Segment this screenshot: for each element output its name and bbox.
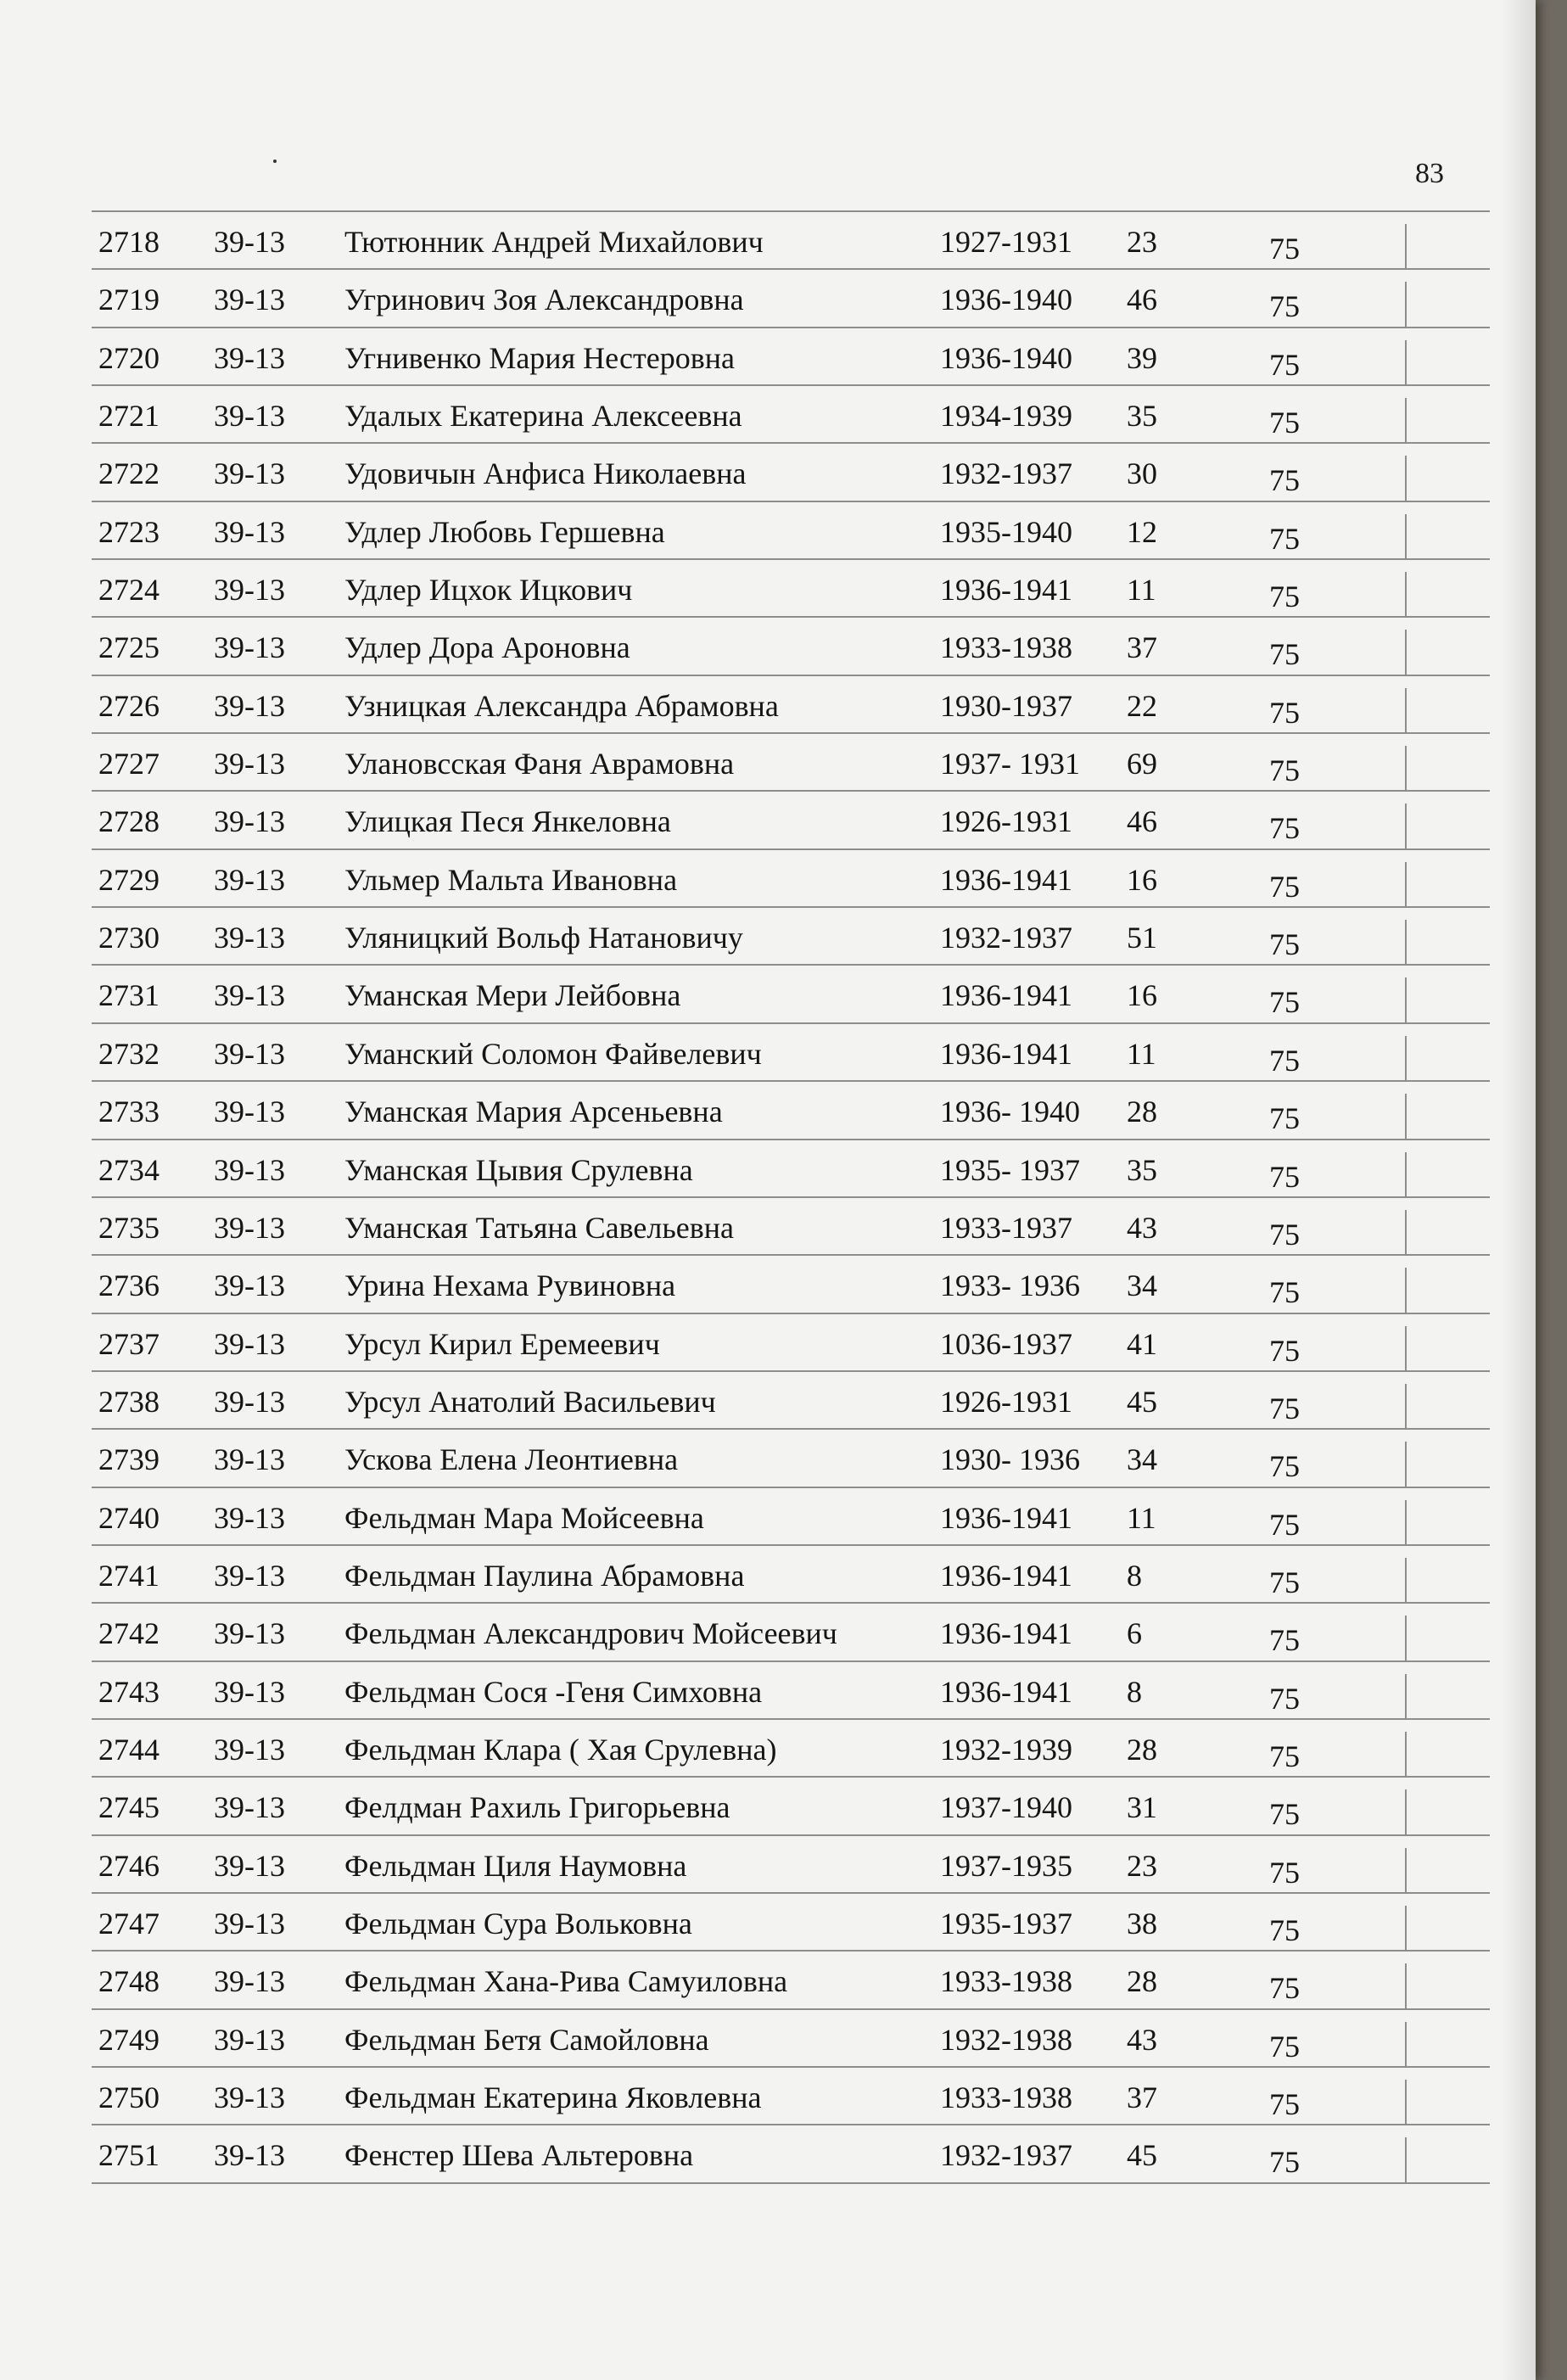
table-row bbox=[92, 732, 1490, 790]
person-name: Фельдман Клара ( Хая Срулевна) bbox=[344, 1732, 777, 1767]
fund-value: 75 bbox=[1269, 811, 1300, 846]
person-name: Улицкая Песя Янкеловна bbox=[344, 804, 671, 839]
fund-value: 75 bbox=[1269, 2029, 1300, 2064]
record-number: 2734 bbox=[98, 1152, 159, 1187]
person-name: Узницкая Александра Абрамовна bbox=[344, 688, 779, 723]
years-range: 1936- 1940 bbox=[940, 1095, 1080, 1129]
person-name: Удлер Любовь Гершевна bbox=[344, 514, 665, 549]
fund-value: 75 bbox=[1269, 1797, 1300, 1832]
age-value: 23 bbox=[1127, 1848, 1157, 1883]
person-name: Фелдман Рахиль Григорьевна bbox=[344, 1790, 730, 1825]
table-row bbox=[92, 327, 1490, 384]
fund-value: 75 bbox=[1269, 1275, 1300, 1310]
age-value: 28 bbox=[1127, 1095, 1157, 1129]
years-range: 1936-1941 bbox=[940, 1036, 1072, 1071]
age-value: 22 bbox=[1127, 688, 1157, 723]
age-value: 43 bbox=[1127, 2022, 1157, 2057]
years-range: 1934-1939 bbox=[940, 399, 1072, 434]
age-value: 16 bbox=[1127, 862, 1157, 897]
person-name: Ульмер Мальта Ивановна bbox=[344, 862, 678, 897]
table-row bbox=[92, 1834, 1490, 1892]
column-divider bbox=[1405, 977, 1407, 1022]
record-code: 39-13 bbox=[214, 340, 285, 375]
record-number: 2743 bbox=[98, 1674, 159, 1709]
years-range: 1936-1941 bbox=[940, 978, 1072, 1013]
table-row bbox=[92, 1313, 1490, 1370]
table-row bbox=[92, 2124, 1490, 2183]
record-number: 2722 bbox=[98, 456, 159, 491]
column-divider bbox=[1405, 1789, 1407, 1834]
record-number: 2747 bbox=[98, 1906, 159, 1940]
person-name: Улановсская Фаня Аврамовна bbox=[344, 747, 735, 781]
years-range: 1932-1937 bbox=[940, 456, 1072, 491]
fund-value: 75 bbox=[1269, 695, 1300, 730]
table-row bbox=[92, 1602, 1490, 1660]
record-number: 2721 bbox=[98, 399, 159, 434]
age-value: 28 bbox=[1127, 1964, 1157, 1999]
record-code: 39-13 bbox=[214, 688, 285, 723]
fund-value: 75 bbox=[1269, 985, 1300, 1020]
record-number: 2735 bbox=[98, 1210, 159, 1245]
column-divider bbox=[1405, 1906, 1407, 1950]
person-name: Уманская Цывия Срулевна bbox=[344, 1152, 693, 1187]
column-divider bbox=[1405, 920, 1407, 964]
record-code: 39-13 bbox=[214, 1906, 285, 1940]
record-code: 39-13 bbox=[214, 1384, 285, 1419]
years-range: 1932-1937 bbox=[940, 921, 1072, 955]
table-row bbox=[92, 1660, 1490, 1718]
age-value: 11 bbox=[1127, 1036, 1156, 1071]
record-code: 39-13 bbox=[214, 1674, 285, 1709]
years-range: 1936-1941 bbox=[940, 1500, 1072, 1535]
person-name: Урсул Кирил Еремеевич bbox=[344, 1326, 660, 1361]
record-code: 39-13 bbox=[214, 1152, 285, 1187]
table-row bbox=[92, 1776, 1490, 1834]
fund-value: 75 bbox=[1269, 1043, 1300, 1078]
age-value: 37 bbox=[1127, 630, 1157, 665]
record-code: 39-13 bbox=[214, 747, 285, 781]
record-code: 39-13 bbox=[214, 399, 285, 434]
age-value: 16 bbox=[1127, 978, 1157, 1013]
column-divider bbox=[1405, 572, 1407, 616]
person-name: Фельдман Мара Мойсеевна bbox=[344, 1500, 704, 1535]
column-divider bbox=[1405, 1268, 1407, 1312]
record-code: 39-13 bbox=[214, 1848, 285, 1883]
age-value: 41 bbox=[1127, 1326, 1157, 1361]
record-number: 2740 bbox=[98, 1500, 159, 1535]
person-name: Фельдман Екатерина Яковлевна bbox=[344, 2080, 762, 2114]
column-divider bbox=[1405, 282, 1407, 326]
record-code: 39-13 bbox=[214, 1442, 285, 1477]
years-range: 1937- 1931 bbox=[940, 747, 1080, 781]
table-row bbox=[92, 1022, 1490, 1080]
age-value: 46 bbox=[1127, 283, 1157, 317]
years-range: 1930-1937 bbox=[940, 688, 1072, 723]
person-name: Фельдман Сура Вольковна bbox=[344, 1906, 692, 1940]
years-range: 1932-1939 bbox=[940, 1732, 1072, 1767]
person-name: Уляницкий Вольф Натановичу bbox=[344, 921, 743, 955]
column-divider bbox=[1405, 1326, 1407, 1370]
years-range: 1936-1941 bbox=[940, 1616, 1072, 1651]
age-value: 34 bbox=[1127, 1442, 1157, 1477]
record-code: 39-13 bbox=[214, 1732, 285, 1767]
record-code: 39-13 bbox=[214, 1558, 285, 1593]
column-divider bbox=[1405, 1210, 1407, 1254]
fund-value: 75 bbox=[1269, 463, 1300, 498]
person-name: Удалых Екатерина Алексеевна bbox=[344, 399, 742, 434]
record-number: 2736 bbox=[98, 1268, 159, 1303]
record-number: 2731 bbox=[98, 978, 159, 1013]
table-row bbox=[92, 675, 1490, 732]
record-number: 2726 bbox=[98, 688, 159, 723]
person-name: Урсул Анатолий Васильевич bbox=[344, 1384, 716, 1419]
table-row bbox=[92, 1892, 1490, 1950]
table-row bbox=[92, 268, 1490, 326]
age-value: 35 bbox=[1127, 1152, 1157, 1187]
record-number: 2729 bbox=[98, 862, 159, 897]
record-number: 2750 bbox=[98, 2080, 159, 2114]
person-name: Фельдман Хана-Рива Самуиловна bbox=[344, 1964, 788, 1999]
age-value: 39 bbox=[1127, 340, 1157, 375]
fund-value: 75 bbox=[1269, 1333, 1300, 1368]
column-divider bbox=[1405, 1500, 1407, 1544]
table-row bbox=[92, 906, 1490, 964]
record-code: 39-13 bbox=[214, 1036, 285, 1071]
fund-value: 75 bbox=[1269, 1565, 1300, 1599]
record-number: 2727 bbox=[98, 747, 159, 781]
column-divider bbox=[1405, 2022, 1407, 2066]
record-code: 39-13 bbox=[214, 573, 285, 608]
age-value: 43 bbox=[1127, 1210, 1157, 1245]
age-value: 28 bbox=[1127, 1732, 1157, 1767]
person-name: Уманский Соломон Файвелевич bbox=[344, 1036, 762, 1071]
fund-value: 75 bbox=[1269, 1971, 1300, 2006]
years-range: 1932-1938 bbox=[940, 2022, 1072, 2057]
table-row bbox=[92, 501, 1490, 558]
record-code: 39-13 bbox=[214, 2022, 285, 2057]
person-name: Угринович Зоя Александровна bbox=[344, 283, 744, 317]
column-divider bbox=[1405, 398, 1407, 442]
fund-value: 75 bbox=[1269, 1681, 1300, 1716]
column-divider bbox=[1405, 1558, 1407, 1602]
record-number: 2745 bbox=[98, 1790, 159, 1825]
fund-value: 75 bbox=[1269, 1217, 1300, 1252]
age-value: 69 bbox=[1127, 747, 1157, 781]
record-code: 39-13 bbox=[214, 1500, 285, 1535]
table-row bbox=[92, 1718, 1490, 1776]
table-row bbox=[92, 442, 1490, 500]
record-code: 39-13 bbox=[214, 1616, 285, 1651]
years-range: 1933-1938 bbox=[940, 1964, 1072, 1999]
table-row bbox=[92, 2066, 1490, 2124]
fund-value: 75 bbox=[1269, 580, 1300, 614]
column-divider bbox=[1405, 224, 1407, 268]
fund-value: 75 bbox=[1269, 1449, 1300, 1484]
years-range: 1933-1938 bbox=[940, 630, 1072, 665]
age-value: 46 bbox=[1127, 804, 1157, 839]
record-code: 39-13 bbox=[214, 2080, 285, 2114]
record-code: 39-13 bbox=[214, 1790, 285, 1825]
column-divider bbox=[1405, 746, 1407, 790]
years-range: 1935-1937 bbox=[940, 1906, 1072, 1940]
record-code: 39-13 bbox=[214, 1964, 285, 1999]
table-row bbox=[92, 1370, 1490, 1428]
years-range: 1937-1935 bbox=[940, 1848, 1072, 1883]
years-range: 1926-1931 bbox=[940, 804, 1072, 839]
person-name: Урина Нехама Рувиновна bbox=[344, 1268, 676, 1303]
column-divider bbox=[1405, 1674, 1407, 1718]
record-code: 39-13 bbox=[214, 630, 285, 665]
table-row bbox=[92, 790, 1490, 848]
column-divider bbox=[1405, 1152, 1407, 1196]
table-row bbox=[92, 1544, 1490, 1602]
record-number: 2720 bbox=[98, 340, 159, 375]
table-row bbox=[92, 1196, 1490, 1254]
column-divider bbox=[1405, 2080, 1407, 2124]
record-number: 2728 bbox=[98, 804, 159, 839]
table-row bbox=[92, 384, 1490, 442]
record-code: 39-13 bbox=[214, 804, 285, 839]
person-name: Фельдман Паулина Абрамовна bbox=[344, 1558, 745, 1593]
age-value: 34 bbox=[1127, 1268, 1157, 1303]
table-row bbox=[92, 1080, 1490, 1138]
column-divider bbox=[1405, 1732, 1407, 1776]
record-number: 2732 bbox=[98, 1036, 159, 1071]
column-divider bbox=[1405, 688, 1407, 732]
table-row bbox=[92, 616, 1490, 674]
fund-value: 75 bbox=[1269, 2145, 1300, 2180]
person-name: Удлер Ицхок Ицкович bbox=[344, 573, 633, 608]
fund-value: 75 bbox=[1269, 1159, 1300, 1194]
record-code: 39-13 bbox=[214, 225, 285, 259]
fund-value: 75 bbox=[1269, 1391, 1300, 1425]
person-name: Удлер Дора Ароновна bbox=[344, 630, 630, 665]
fund-value: 75 bbox=[1269, 2087, 1300, 2121]
age-value: 8 bbox=[1127, 1674, 1142, 1709]
record-code: 39-13 bbox=[214, 1095, 285, 1129]
record-code: 39-13 bbox=[214, 1326, 285, 1361]
person-name: Фенстер Шева Альтеровна bbox=[344, 2138, 694, 2173]
years-range: 1937-1940 bbox=[940, 1790, 1072, 1825]
record-number: 2719 bbox=[98, 283, 159, 317]
age-value: 12 bbox=[1127, 514, 1157, 549]
fund-value: 75 bbox=[1269, 753, 1300, 788]
column-divider bbox=[1405, 1094, 1407, 1138]
years-range: 1036-1937 bbox=[940, 1326, 1072, 1361]
years-range: 1933-1937 bbox=[940, 1210, 1072, 1245]
years-range: 1932-1937 bbox=[940, 2138, 1072, 2173]
record-number: 2718 bbox=[98, 225, 159, 259]
record-code: 39-13 bbox=[214, 1268, 285, 1303]
column-divider bbox=[1405, 1848, 1407, 1892]
record-code: 39-13 bbox=[214, 456, 285, 491]
years-range: 1930- 1936 bbox=[940, 1442, 1080, 1477]
ink-dot bbox=[273, 160, 277, 163]
table-row bbox=[92, 1428, 1490, 1486]
record-number: 2751 bbox=[98, 2138, 159, 2173]
person-name: Ускова Елена Леонтиевна bbox=[344, 1442, 679, 1477]
column-divider bbox=[1405, 340, 1407, 384]
column-divider bbox=[1405, 456, 1407, 500]
fund-value: 75 bbox=[1269, 1623, 1300, 1658]
column-divider bbox=[1405, 2137, 1407, 2181]
fund-value: 75 bbox=[1269, 637, 1300, 672]
age-value: 30 bbox=[1127, 456, 1157, 491]
record-code: 39-13 bbox=[214, 862, 285, 897]
age-value: 51 bbox=[1127, 921, 1157, 955]
record-code: 39-13 bbox=[214, 1210, 285, 1245]
table-row bbox=[92, 848, 1490, 906]
person-name: Уманская Мери Лейбовна bbox=[344, 978, 681, 1013]
record-number: 2746 bbox=[98, 1848, 159, 1883]
fund-value: 75 bbox=[1269, 347, 1300, 382]
years-range: 1936-1941 bbox=[940, 862, 1072, 897]
fund-value: 75 bbox=[1269, 869, 1300, 904]
table-row bbox=[92, 1254, 1490, 1312]
years-range: 1935- 1937 bbox=[940, 1152, 1080, 1187]
age-value: 35 bbox=[1127, 399, 1157, 434]
years-range: 1933- 1936 bbox=[940, 1268, 1080, 1303]
years-range: 1926-1931 bbox=[940, 1384, 1072, 1419]
age-value: 38 bbox=[1127, 1906, 1157, 1940]
column-divider bbox=[1405, 514, 1407, 558]
column-divider bbox=[1405, 1384, 1407, 1428]
record-number: 2742 bbox=[98, 1616, 159, 1651]
years-range: 1935-1940 bbox=[940, 514, 1072, 549]
fund-value: 75 bbox=[1269, 1855, 1300, 1890]
record-number: 2723 bbox=[98, 514, 159, 549]
record-code: 39-13 bbox=[214, 921, 285, 955]
record-number: 2737 bbox=[98, 1326, 159, 1361]
column-divider bbox=[1405, 1616, 1407, 1660]
table-row bbox=[92, 964, 1490, 1022]
years-range: 1936-1940 bbox=[940, 283, 1072, 317]
age-value: 45 bbox=[1127, 2138, 1157, 2173]
years-range: 1936-1940 bbox=[940, 340, 1072, 375]
table-row bbox=[92, 210, 1490, 268]
fund-value: 75 bbox=[1269, 406, 1300, 440]
column-divider bbox=[1405, 804, 1407, 848]
person-name: Фельдман Бетя Самойловна bbox=[344, 2022, 709, 2057]
table-row bbox=[92, 1139, 1490, 1196]
record-number: 2725 bbox=[98, 630, 159, 665]
record-number: 2748 bbox=[98, 1964, 159, 1999]
column-divider bbox=[1405, 1036, 1407, 1080]
fund-value: 75 bbox=[1269, 232, 1300, 266]
years-range: 1927-1931 bbox=[940, 225, 1072, 259]
fund-value: 75 bbox=[1269, 927, 1300, 962]
person-name: Угнивенко Мария Нестеровна bbox=[344, 340, 735, 375]
years-range: 1933-1938 bbox=[940, 2080, 1072, 2114]
person-name: Уманская Татьяна Савельевна bbox=[344, 1210, 735, 1245]
record-number: 2730 bbox=[98, 921, 159, 955]
age-value: 6 bbox=[1127, 1616, 1142, 1651]
fund-value: 75 bbox=[1269, 521, 1300, 556]
age-value: 8 bbox=[1127, 1558, 1142, 1593]
column-divider bbox=[1405, 1963, 1407, 2008]
table-row bbox=[92, 1950, 1490, 2008]
column-divider bbox=[1405, 1442, 1407, 1486]
age-value: 31 bbox=[1127, 1790, 1157, 1825]
record-code: 39-13 bbox=[214, 2138, 285, 2173]
age-value: 11 bbox=[1127, 1500, 1156, 1535]
record-number: 2739 bbox=[98, 1442, 159, 1477]
person-name: Фельдман Циля Наумовна bbox=[344, 1848, 687, 1883]
fund-value: 75 bbox=[1269, 1912, 1300, 1947]
person-name: Тютюнник Андрей Михайлович bbox=[344, 225, 764, 259]
age-value: 45 bbox=[1127, 1384, 1157, 1419]
column-divider bbox=[1405, 630, 1407, 674]
fund-value: 75 bbox=[1269, 289, 1300, 324]
record-number: 2733 bbox=[98, 1095, 159, 1129]
record-number: 2738 bbox=[98, 1384, 159, 1419]
record-code: 39-13 bbox=[214, 978, 285, 1013]
age-value: 11 bbox=[1127, 573, 1156, 608]
fund-value: 75 bbox=[1269, 1507, 1300, 1542]
table-row bbox=[92, 558, 1490, 616]
table-row bbox=[92, 1487, 1490, 1544]
fund-value: 75 bbox=[1269, 1101, 1300, 1136]
record-number: 2741 bbox=[98, 1558, 159, 1593]
record-number: 2724 bbox=[98, 573, 159, 608]
table-row bbox=[92, 2008, 1490, 2066]
record-code: 39-13 bbox=[214, 283, 285, 317]
person-name: Фельдман Александрович Мойсеевич bbox=[344, 1616, 837, 1651]
column-divider bbox=[1405, 862, 1407, 906]
person-name: Удовичын Анфиса Николаевна bbox=[344, 456, 747, 491]
page-number: 83 bbox=[1415, 158, 1444, 189]
fund-value: 75 bbox=[1269, 1739, 1300, 1773]
years-range: 1936-1941 bbox=[940, 1674, 1072, 1709]
years-range: 1936-1941 bbox=[940, 573, 1072, 608]
records-table bbox=[92, 210, 1490, 2184]
record-number: 2749 bbox=[98, 2022, 159, 2057]
age-value: 23 bbox=[1127, 225, 1157, 259]
person-name: Фельдман Сося -Геня Симховна bbox=[344, 1674, 763, 1709]
record-number: 2744 bbox=[98, 1732, 159, 1767]
record-code: 39-13 bbox=[214, 514, 285, 549]
person-name: Уманская Мария Арсеньевна bbox=[344, 1095, 723, 1129]
age-value: 37 bbox=[1127, 2080, 1157, 2114]
years-range: 1936-1941 bbox=[940, 1558, 1072, 1593]
